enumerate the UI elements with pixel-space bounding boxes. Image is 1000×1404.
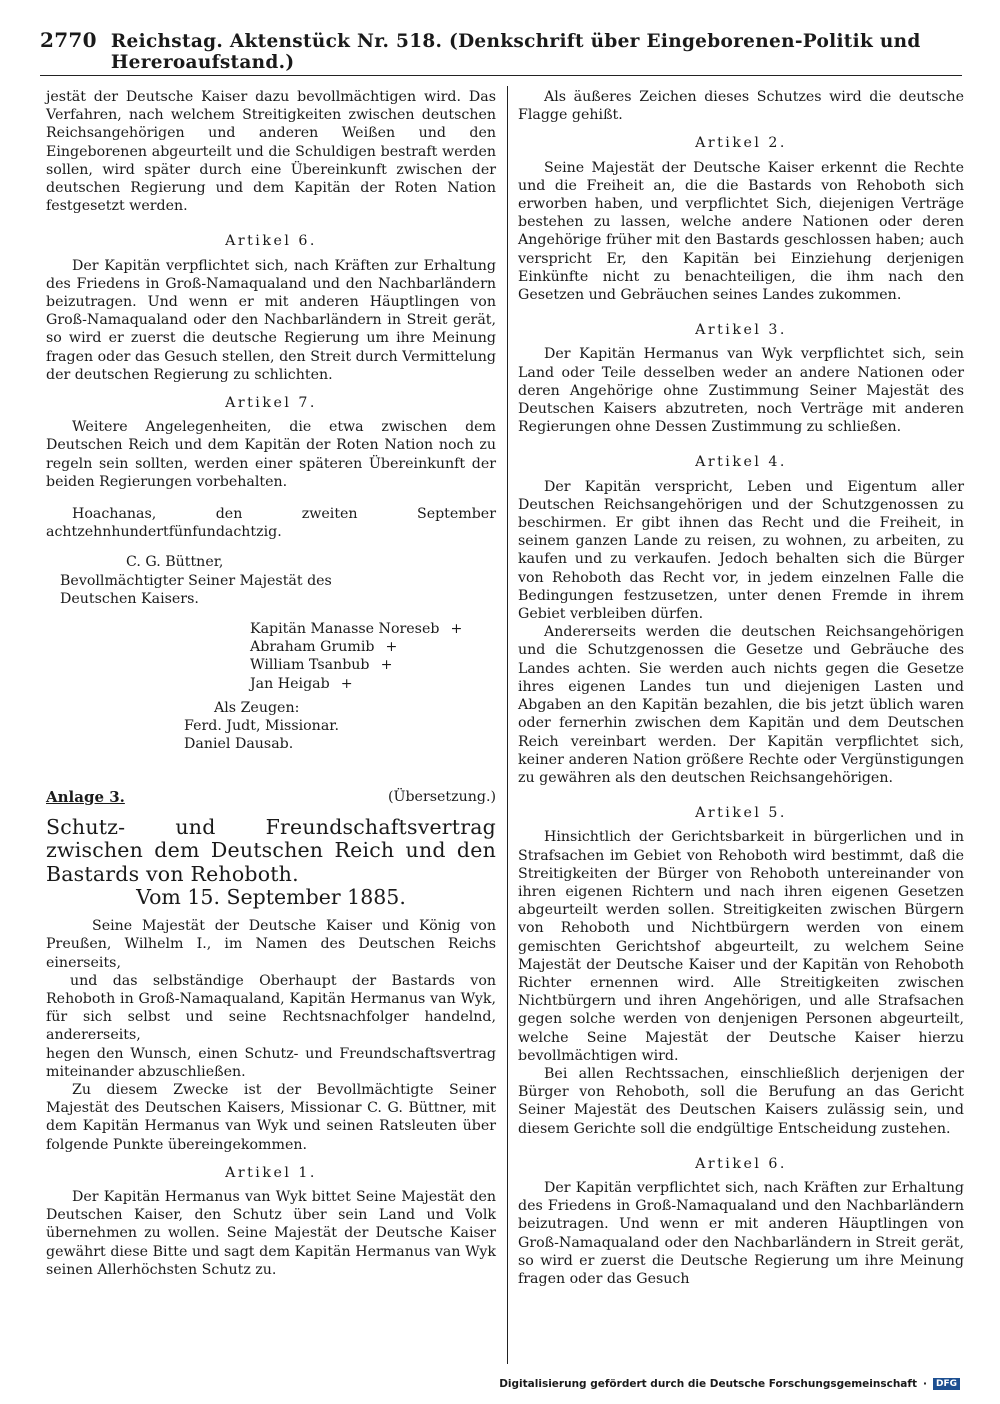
article-1-heading: Artikel 1. bbox=[225, 1164, 317, 1181]
cross-mark: + bbox=[340, 675, 353, 692]
witnesses-block bbox=[46, 699, 496, 754]
translation-note: (Übersetzung.) bbox=[387, 788, 496, 805]
footer-credit: Digitalisierung gefördert durch die Deutsche Forschungsgemeinschaft · DFG bbox=[499, 1378, 960, 1390]
article-6b-text: Der Kapitän verpflichtet sich, nach Kräften zur Erhaltung des Friedens in Groß-Namaqualand und den Nachbarländern beizutragen. Und wenn er mit anderen Häuptlingen von Groß-Namaqualand oder den Nachbarländern in Streit gerät, so wird er zuerst die Deutsche Regierung um ihre Meinung fragen oder das Gesuch bbox=[518, 1179, 964, 1287]
article-7-heading: Artikel 7. bbox=[225, 395, 317, 412]
chief-signature: Jan Heigab + bbox=[250, 675, 353, 692]
article-2-heading: Artikel 2. bbox=[695, 135, 787, 152]
signer-role-block bbox=[46, 572, 370, 608]
article-3-heading: Artikel 3. bbox=[695, 322, 787, 339]
page-header bbox=[40, 28, 968, 73]
annex-row bbox=[46, 788, 496, 806]
cross-mark: + bbox=[380, 657, 393, 674]
place-date: Hoachanas, den zweiten September achtzehnhundertfünfundachtzig. bbox=[46, 506, 496, 541]
article-4-heading: Artikel 4. bbox=[695, 454, 787, 471]
article-7-text: Weitere Angelegenheiten, die etwa zwischen dem Deutschen Reich und dem Kapitän der Roten Nation noch zu regeln sein sollten, werden einer späteren Übereinkunft der beiden Regierungen vorbehalten. bbox=[46, 419, 496, 490]
article-2-text: Seine Majestät der Deutsche Kaiser erkennt die Rechte und die Freiheit an, die die Bastards von Rehoboth sich erworben haben, und verpflichtet Sich, diejenigen Verträge bestehen zu lassen, welche andere Nationen oder deren Angehörige früher mit den Bastards geschlossen haben; auch verspricht Er, den Kapitän bei Einziehung derjenigen Einkünfte nicht zu benachteiligen, die ihm nach den Gesetzen und Gebräuchen seines Landes zukommen. bbox=[518, 159, 964, 304]
header-rule bbox=[40, 75, 962, 76]
column-divider bbox=[507, 86, 508, 1364]
chief-signature: Abraham Grumib + bbox=[250, 639, 398, 656]
article-3-text: Der Kapitän Hermanus van Wyk verpflichtet sich, sein Land oder Teile desselben weder an andere Nationen oder deren Angehörige ohne Zustimmung Seiner Majestät des Deutschen Kaisers abzutreten, noch Verträge mit anderen Regierungen ohne Dessen Zustimmung zu schließen. bbox=[518, 346, 964, 436]
article-4-text-1: Der Kapitän verspricht, Leben und Eigentum aller Deutschen Reichsangehörigen und der Schutzgenossen zu beschirmen. Er gibt ihnen das Recht und die Freiheit, in seinem ganzen Lande zu reisen, zu wohnen, zu arbeiten, zu kaufen und zu verkaufen. Jedoch behalten sich die Bürger von Rehoboth das Recht vor, in jedem einzelnen Falle die Bedingungen festzusetzen, unter denen Fremde in ihrem Gebiet verbleiben dürfen. bbox=[518, 478, 964, 623]
witnesses-heading: Als Zeugen: bbox=[214, 699, 300, 716]
article-5-heading: Artikel 5. bbox=[695, 805, 787, 822]
article-4-text-2: Andererseits werden die deutschen Reichsangehörigen und die Schutzgenossen die Gesetze und Gebräuche des Landes achten. Sie werden auch nichts gegen die Gesetze ihres eigenen Landes tun und diejenigen Lasten und Abgaben an den Kapitän bezahlen, die bis jetzt üblich waren oder fernerhin zwischen dem Kapitän und dem Deutschen Reich vereinbart werden. Der Kapitän verpflichtet sich, keiner anderen Nation größere Rechte oder Vergünstigungen zu gewähren als den deutschen Reichsangehörigen. bbox=[518, 624, 964, 786]
preamble-2: und das selbständige Oberhaupt der Bastards von Rehoboth in Groß-Namaqualand, Kapitän Hermanus van Wyk, für sich selbst und seine Rechtsnachfolger handelnd, andererseits, bbox=[46, 972, 496, 1044]
page-number: 2770 bbox=[40, 28, 97, 52]
footer-text: Digitalisierung gefördert durch die Deutsche Forschungsgemeinschaft bbox=[499, 1378, 917, 1390]
article-1-text: Der Kapitän Hermanus van Wyk bittet Seine Majestät den Deutschen Kaiser, den Schutz über sein Land und Volk übernehmen zu wollen. Seine Majestät der Deutsche Kaiser gewährt diese Bitte und sagt dem Kapitän Hermanus van Wyk seinen Allerhöchsten Schutz zu. bbox=[46, 1189, 496, 1278]
signer-block bbox=[46, 553, 496, 571]
article-6-heading: Artikel 6. bbox=[225, 233, 317, 250]
preamble-4: Zu diesem Zwecke ist der Bevollmächtigte Seiner Majestät des Deutschen Kaisers, Missionar C. G. Büttner, mit dem Kapitän Hermanus van Wyk und seinen Ratsleuten über folgende Punkte übereingekommen. bbox=[46, 1082, 496, 1153]
article-6-text: Der Kapitän verpflichtet sich, nach Kräften zur Erhaltung des Friedens in Groß-Namaqualand und den Nachbarländern beizutragen. Und wenn er mit anderen Häuptlingen von Groß-Namaqualand oder den Nachbarländern in Streit gerät, so wird er zuerst die deutsche Regierung um ihre Meinung fragen oder das Gesuch stellen, den Streit durch Vermittelung der deutschen Regierung zu schlichten. bbox=[46, 257, 496, 383]
signer-role: Bevollmächtigter Seiner Majestät des Deutschen Kaisers. bbox=[60, 572, 332, 607]
cross-mark: + bbox=[450, 621, 463, 638]
right-column bbox=[518, 88, 964, 1288]
preamble-1: Seine Majestät der Deutsche Kaiser und König von Preußen, Wilhelm I., im Namen des Deutschen Reichs einerseits, bbox=[46, 918, 496, 971]
left-column bbox=[46, 88, 496, 1279]
witness-name: Ferd. Judt, Missionar. bbox=[184, 718, 340, 735]
chief-signature: Kapitän Manasse Noreseb + bbox=[250, 621, 463, 638]
chiefs-list bbox=[46, 620, 496, 693]
witness-name: Daniel Dausab. bbox=[184, 736, 294, 753]
chief-signature: William Tsanbub + bbox=[250, 657, 393, 674]
flag-paragraph: Als äußeres Zeichen dieses Schutzes wird die deutsche Flagge gehißt. bbox=[518, 89, 964, 124]
annex-label: Anlage 3. bbox=[46, 787, 125, 806]
preamble-3: hegen den Wunsch, einen Schutz- und Freundschaftsvertrag miteinander abzuschließen. bbox=[46, 1045, 496, 1080]
cross-mark: + bbox=[385, 639, 398, 656]
dfg-logo: DFG bbox=[933, 1378, 960, 1390]
article-5-text-2: Bei allen Rechtssachen, einschließlich derjenigen der Bürger von Rehoboth, soll die Berufung an das Gericht Seiner Majestät des Deutschen Kaisers zulässig sein, und diesem Gerichte soll die endgültige Entscheidung zustehen. bbox=[518, 1065, 964, 1137]
article-6b-heading: Artikel 6. bbox=[695, 1155, 787, 1172]
page-title: Reichstag. Aktenstück Nr. 518. (Denkschrift über Eingeborenen-Politik und Hereroaufstand.) bbox=[110, 31, 921, 73]
signer-name: C. G. Büttner, bbox=[126, 554, 224, 571]
intro-paragraph: jestät der Deutsche Kaiser dazu bevollmächtigen wird. Das Verfahren, nach welchem Streitigkeiten zwischen deutschen Reichsangehörigen und anderen Weißen und den Eingeborenen abgeurteilt und die Schuldigen bestraft werden sollen, wird später durch eine Übereinkunft zwischen der deutschen Regierung und dem Kapitän der Roten Nation festgesetzt werden. bbox=[46, 89, 496, 215]
treaty-title: Schutz- und Freundschaftsvertrag zwischen dem Deutschen Reich und den Bastards von Rehoboth. bbox=[46, 814, 496, 886]
article-5-text-1: Hinsichtlich der Gerichtsbarkeit in bürgerlichen und in Strafsachen im Gebiet von Rehoboth wird bestimmt, daß die Streitigkeiten der Bürger von Rehoboth untereinander von ihren eigenen Richtern und nach ihren eigenen Gesetzen abgeurteilt werden sollen. Streitigkeiten zwischen Bürgern von Rehoboth und Nichtbürgern werden von einem gemischten Gerichtshof abgeurteilt, zu welchem Seine Majestät der Deutsche Kaiser und der Kapitän von Rehoboth Richter ernennen wird. Alle Streitigkeiten zwischen Nichtbürgern und ihren Angehörigen, und alle Strafsachen gegen solche werden von denjenigen Personen abgeurteilt, welche Seine Majestät der Deutsche Kaiser hierzu bevollmächtigen wird. bbox=[518, 829, 964, 1064]
treaty-date: Vom 15. September 1885. bbox=[136, 885, 406, 910]
